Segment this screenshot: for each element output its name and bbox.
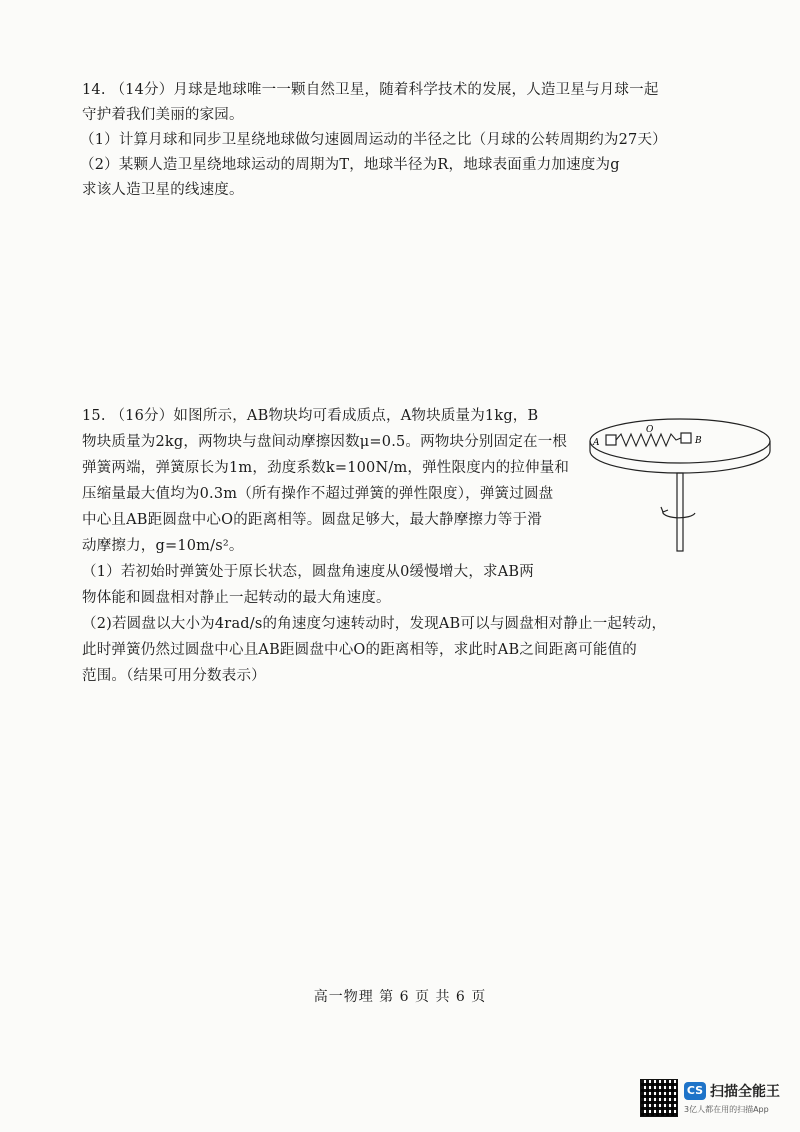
label-a: A bbox=[593, 438, 600, 448]
qr-code-icon bbox=[640, 1079, 678, 1117]
q15-line-7: （1）若初始时弹簧处于原长状态，圆盘角速度从0缓慢增大，求AB两 bbox=[82, 564, 534, 580]
q15-line-11: 范围。（结果可用分数表示） bbox=[82, 668, 266, 684]
q15-line-2: 物块质量为2kg，两物块与盘间动摩擦因数μ=0.5。两物块分别固定在一根 bbox=[82, 434, 568, 450]
q15-line-4: 压缩量最大值均为0.3m（所有操作不超过弹簧的弹性限度），弹簧过圆盘 bbox=[82, 486, 554, 502]
rotating-disk-diagram bbox=[585, 415, 775, 555]
block-b bbox=[681, 433, 691, 443]
app-name: 扫描全能王 bbox=[710, 1084, 780, 1100]
block-a bbox=[606, 435, 616, 445]
q14-line-2: 守护着我们美丽的家园。 bbox=[82, 107, 244, 123]
axle bbox=[677, 473, 683, 551]
q15-line-1: 15. （16分）如图所示，AB物块均可看成质点，A物块质量为1kg，B bbox=[82, 408, 539, 424]
page-footer: 高一物理 第 6 页 共 6 页 bbox=[313, 989, 487, 1005]
q14-line-4: （2）某颗人造卫星绕地球运动的周期为T，地球半径为R，地球表面重力加速度为g bbox=[80, 157, 620, 173]
q15-line-9: （2)若圆盘以大小为4rad/s的角速度匀速转动时，发现AB可以与圆盘相对静止一起转动， bbox=[82, 616, 667, 632]
q15-line-10: 此时弹簧仍然过圆盘中心且AB距圆盘中心O的距离相等，求此时AB之间距离可能值的 bbox=[82, 642, 637, 658]
q15-line-8: 物体能和圆盘相对静止一起转动的最大角速度。 bbox=[82, 590, 391, 606]
q14-line-3: （1）计算月球和同步卫星绕地球做匀速圆周运动的半径之比（月球的公转周期约为27天） bbox=[80, 132, 667, 148]
spring bbox=[616, 434, 681, 446]
rotation-arrow-icon bbox=[663, 511, 695, 518]
q15-line-3: 弹簧两端，弹簧原长为1m，劲度系数k=100N/m，弹性限度内的拉伸量和 bbox=[82, 460, 570, 476]
camscanner-logo-icon: CS bbox=[684, 1082, 706, 1100]
q15-line-6: 动摩擦力，g=10m/s²。 bbox=[82, 538, 244, 554]
scanner-watermark bbox=[640, 1079, 790, 1119]
q15-line-5: 中心且AB距圆盘中心O的距离相等。圆盘足够大，最大静摩擦力等于滑 bbox=[82, 512, 542, 528]
label-b: B bbox=[695, 436, 702, 446]
q14-line-5: 求该人造卫星的线速度。 bbox=[82, 182, 244, 198]
label-o: O bbox=[646, 425, 654, 435]
disk-top bbox=[590, 419, 770, 463]
app-tagline: 3亿人都在用的扫描App bbox=[684, 1105, 769, 1114]
disk-svg bbox=[585, 415, 775, 555]
q14-line-1: 14. （14分）月球是地球唯一一颗自然卫星，随着科学技术的发展，人造卫星与月球一起 bbox=[82, 82, 659, 98]
